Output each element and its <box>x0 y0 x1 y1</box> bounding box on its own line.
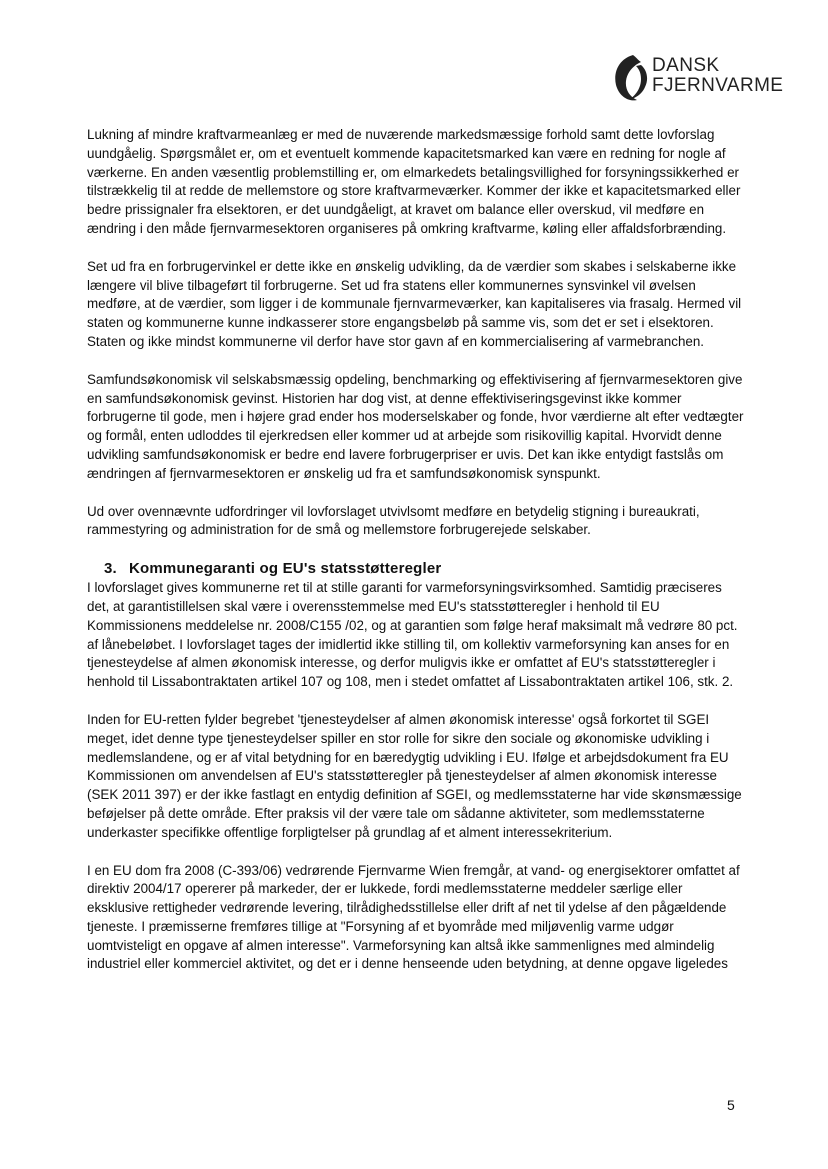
paragraph-bureaukrati: Ud over ovennævnte udfordringer vil lovforslaget utvivlsomt medføre en betydelig stigning i bureaukrati, rammestyring og administration for de små og mellemstore forbrugerejede selskaber. <box>87 503 700 538</box>
section-number: 3. <box>104 560 117 578</box>
flame-swirl-icon <box>608 52 652 104</box>
section-title: Kommunegaranti og EU's statsstøtteregler <box>129 560 442 578</box>
paragraph-samfundsokonomisk: Samfundsøkonomisk vil selskabsmæssig opdeling, benchmarking og effektivisering af fjernvarmesektoren give en samfundsøkonomisk gevinst. Historien har dog vist, at denne effektiviseringsgevinst ikke kommer forbrugerne til gode, men i højere grad ender hos moderselskaber og fonde, hvor værdierne alt efter vedtægter og formål, enten udloddes til ejerkredsen eller kommer ud at arbejde som risikovillig kapital. Hvorvidt denne udvikling samfundsøkonomisk er bedre end lavere forbrugerpriser er uvis. Det kan ikke entydigt fastslås om ændringen af fjernvarmesektoren er ønskelig ud fra et samfundsøkonomisk synspunkt. <box>87 371 744 481</box>
logo-line-dansk: DANSK <box>652 55 720 76</box>
paragraph-lovforslaget-garanti: I lovforslaget gives kommunerne ret til at stille garanti for varmeforsyningsvirksomhed. Samtidig præciseres det, at garantistillelsen skal være i overensstemmelse med EU's statsstøtteregler i henhold til EU Kommissionens meddelelse nr. 2008/C155 /02, og at garantien som følge heraf maksimalt må vedrøre 80 pct. af lånebeløbet. I lovforslaget tages der imidlertid ikke stilling til, om kollektiv varmeforsyning kan anses for en tjenesteydelse af almen økonomisk interesse, og derfor muligvis ikke er omfattet af EU's statsstøtteregler i henhold til Lissabontraktaten artikel 107 og 108, men i stedet omfattet af Lissabontraktaten artikel 106, stk. 2. <box>87 580 738 690</box>
paragraph-sgei: Inden for EU-retten fylder begrebet 'tjenesteydelser af almen økonomisk interesse' også forkortet til SGEI meget, idet denne type tjenesteydelser spiller en stor rolle for sikre den sociale og økonomiske udvikling i medlemslandene, og er af vital betydning for en bæredygtig udvikling i EU. Ifølge et arbejdsdokument fra EU Kommissionen om anvendelsen af EU's statsstøtteregler på tjenesteydelser af almen økonomisk interesse (SEK 2011 397) er der ikke fastlagt en entydig definition af SGEI, og medlemsstaterne har vide skønsmæssige beføjelser på dette område. Efter praksis vil der være tale om sådanne aktiviteter, som medlemsstaterne underkaster specifikke offentlige forpligtelser på grundlag af et alment interessekriterium. <box>87 711 742 840</box>
page-number: 5 <box>727 1097 735 1113</box>
paragraph-lukning: Lukning af mindre kraftvarmeanlæg er med de nuværende markedsmæssige forhold samt dette lovforslag uundgåelig. Spørgsmålet er, om et eventuelt kommende kapacitetsmarked kan være en redning for nogle af værkerne. En anden væsentlig problemstilling er, om elmarkedets betalingsvillighed for forsyningssikkerhed er tilstrækkelig til at redde de mellemstore og store kraftvarmeværker. Kommer der ikke et kapacitetsmarked eller bedre prissignaler fra elsektoren, er det uundgåeligt, at kravet om balance eller overskud, vil medføre en ændring i den måde fjernvarmesektoren organiseres på omkring kraftvarme, køling eller affaldsforbrænding. <box>87 127 741 236</box>
logo-line-fjernvarme: FJERNVARME <box>652 75 784 96</box>
dansk-fjernvarme-logo <box>608 50 788 106</box>
paragraph-eu-dom: I en EU dom fra 2008 (C-393/06) vedrørende Fjernvarme Wien fremgår, at vand- og energisektorer omfattet af direktiv 2004/17 opererer på markeder, der er lukkede, fordi medlemsstaterne meddeler særlige eller eksklusive rettigheder vedrørende levering, tilrådighedsstillelse eller drift af net til ydelse af den pågældende tjeneste. I præmisserne fremføres tillige at "Forsyning af et byområde med miljøvenlig varme udgør uomtvisteligt en opgave af almen interesse". Varmeforsyning kan altså ikke sammenlignes med almindelig industriel eller kommerciel aktivitet, og det er i denne henseende uden betydning, at denne opgave ligeledes <box>87 862 740 972</box>
section-heading <box>87 559 747 579</box>
paragraph-forbrugervinkel: Set ud fra en forbrugervinkel er dette ikke en ønskelig udvikling, da de værdier som skabes i selskaberne ikke længere vil blive tilbageført til forbrugerne. Set ud fra statens eller kommunernes synsvinkel vil øvelsen medføre, at de værdier, som ligger i de kommunale fjernvarmeværker, kan kapitaliseres via frasalg. Hermed vil staten og kommunerne kunne indkasserer store engangsbeløb på samme vis, som det er set i elsektoren. Staten og ikke mindst kommunerne vil derfor have stor gavn af en kommercialisering af varmebranchen. <box>87 258 742 349</box>
document-body <box>87 126 747 993</box>
logo-wordmark <box>652 56 783 95</box>
